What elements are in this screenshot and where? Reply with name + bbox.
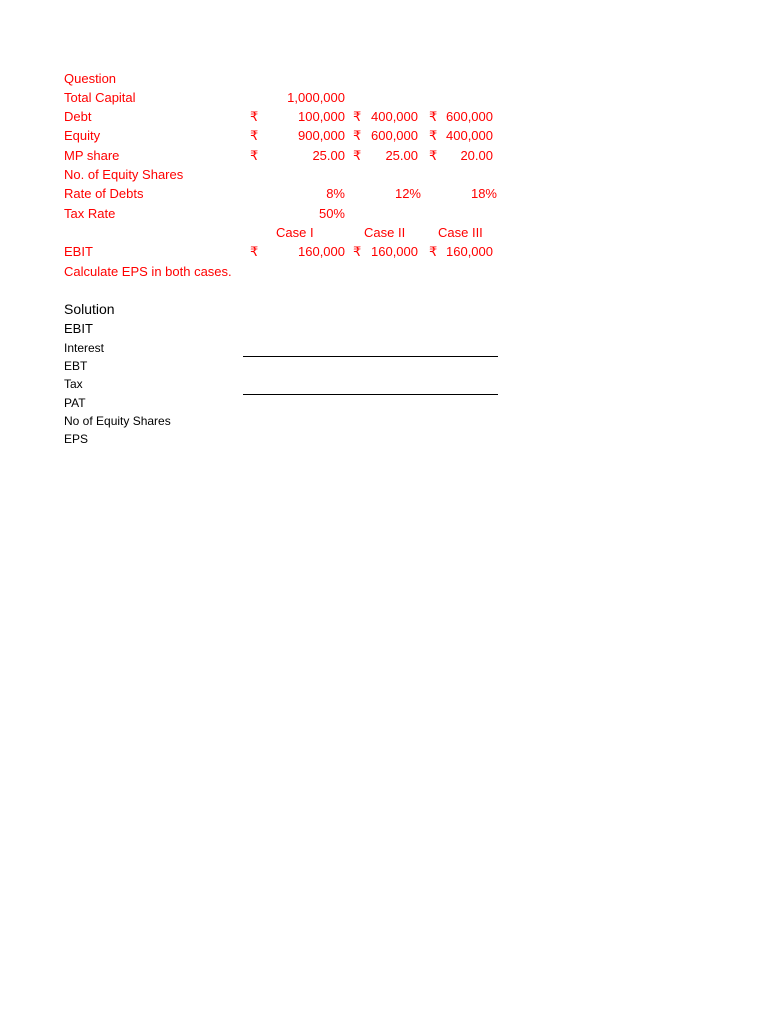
mp-share-case3: 20.00: [460, 148, 493, 163]
debt-case1: 100,000: [298, 109, 345, 124]
ebit-case2: 160,000: [371, 244, 418, 259]
ebit-label: EBIT: [64, 244, 93, 259]
question-heading: Question: [64, 71, 117, 86]
subtotal-line: [243, 356, 498, 357]
rupee-symbol: ₹: [353, 148, 362, 163]
solution-row-ebt: EBT: [64, 359, 88, 373]
debt-case3: 600,000: [446, 109, 493, 124]
rupee-symbol: ₹: [429, 244, 438, 259]
rupee-symbol: ₹: [429, 128, 438, 143]
solution-row-ebit: EBIT: [64, 321, 93, 336]
rupee-symbol: ₹: [250, 148, 259, 163]
solution-heading: Solution: [64, 301, 115, 317]
total-capital-label: Total Capital: [64, 90, 136, 105]
rupee-symbol: ₹: [429, 109, 438, 124]
rate-of-debts-label: Rate of Debts: [64, 186, 144, 201]
mp-share-case1: 25.00: [312, 148, 345, 163]
equity-label: Equity: [64, 128, 101, 143]
rupee-symbol: ₹: [353, 128, 362, 143]
case-header: Case I: [276, 225, 314, 240]
solution-row-equity-shares: No of Equity Shares: [64, 414, 171, 428]
rupee-symbol: ₹: [250, 128, 259, 143]
debt-label: Debt: [64, 109, 92, 124]
rate-case3: 18%: [470, 186, 497, 201]
tax-rate-value: 50%: [318, 206, 345, 221]
solution-row-tax: Tax: [64, 377, 83, 391]
rate-case1: 8%: [326, 186, 345, 201]
total-capital-value: 1,000,000: [287, 90, 345, 105]
tax-rate-label: Tax Rate: [64, 206, 116, 221]
case-header: Case III: [438, 225, 483, 240]
rate-case2: 12%: [394, 186, 421, 201]
rupee-symbol: ₹: [250, 244, 259, 259]
mp-share-label: MP share: [64, 148, 120, 163]
solution-row-pat: PAT: [64, 396, 86, 410]
ebit-case3: 160,000: [446, 244, 493, 259]
equity-case3: 400,000: [446, 128, 493, 143]
subtotal-line: [243, 394, 498, 395]
rupee-symbol: ₹: [429, 148, 438, 163]
rupee-symbol: ₹: [250, 109, 259, 124]
ebit-case1: 160,000: [298, 244, 345, 259]
case-header: Case II: [364, 225, 406, 240]
instruction-text: Calculate EPS in both cases.: [64, 264, 232, 279]
solution-row-eps: EPS: [64, 432, 89, 446]
solution-row-interest: Interest: [64, 341, 105, 355]
rupee-symbol: ₹: [353, 109, 362, 124]
mp-share-case2: 25.00: [385, 148, 418, 163]
no-equity-shares-label: No. of Equity Shares: [64, 167, 184, 182]
equity-case2: 600,000: [371, 128, 418, 143]
rupee-symbol: ₹: [353, 244, 362, 259]
equity-case1: 900,000: [298, 128, 345, 143]
debt-case2: 400,000: [371, 109, 418, 124]
